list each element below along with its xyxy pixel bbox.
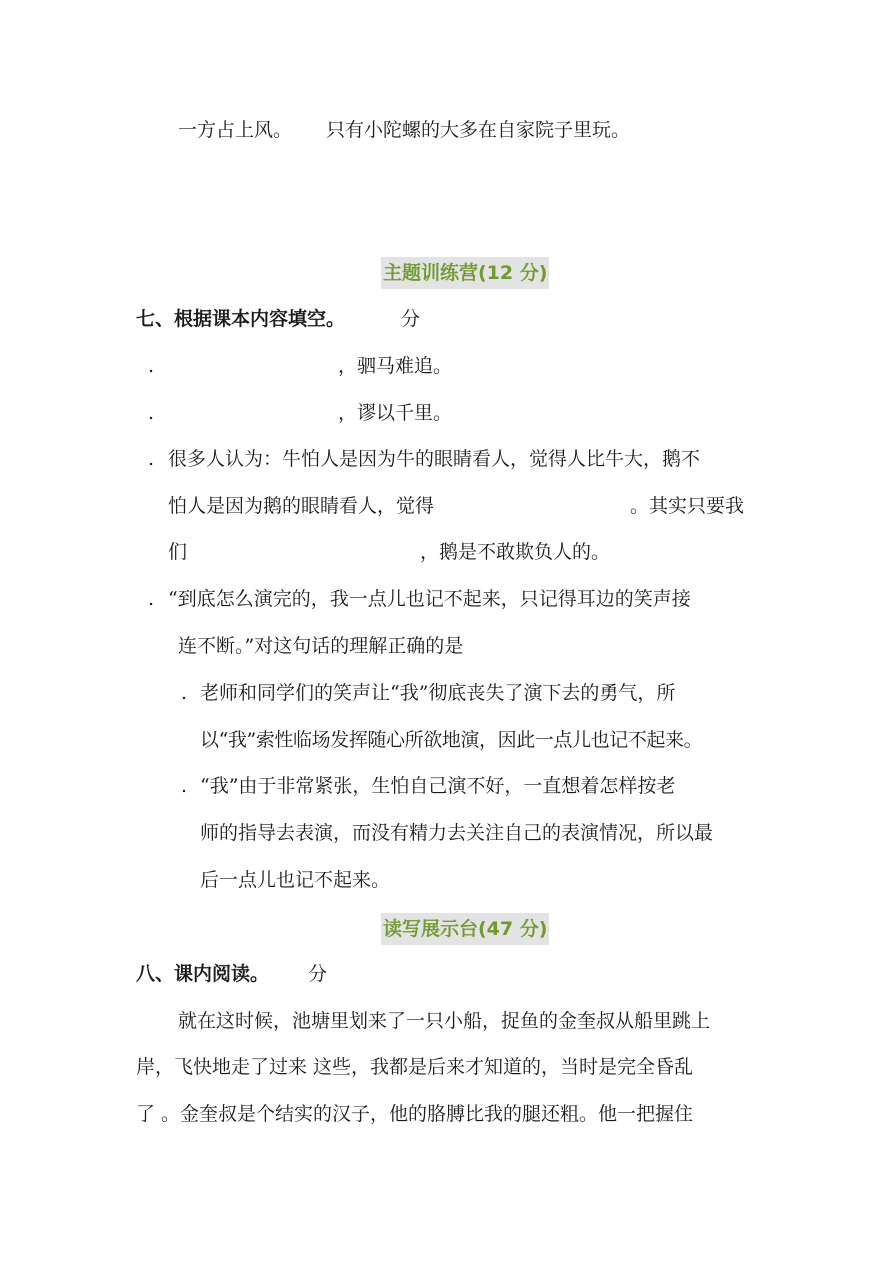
- q7-option-b-number: .: [181, 775, 188, 797]
- q7-item2-number: .: [148, 402, 155, 424]
- q7-item4-line2: 连不断。”对这句话的理解正确的是: [178, 635, 464, 657]
- q7-item3-line3a: 们: [168, 541, 188, 563]
- q7-item2-text: ，谬以千里。: [338, 402, 453, 424]
- q7-item4-number: .: [148, 588, 155, 610]
- q7-option-b-line1: “我”由于非常紧张，生怕自己演不好，一直想着怎样按老: [200, 775, 676, 797]
- q7-item3-number: .: [148, 448, 155, 470]
- reading-passage-line2: 岸，飞快地走了过来 这些，我都是后来才知道的，当时是完全昏乱: [136, 1056, 694, 1078]
- q7-item3-line3b: ，鹅是不敢欺负人的。: [420, 541, 611, 563]
- q7-item1-number: .: [148, 355, 155, 377]
- q7-item3-line1: 很多人认为：牛怕人是因为牛的眼睛看人，觉得人比牛大，鹅不: [168, 448, 701, 470]
- carry-over-left: 一方占上风。: [178, 119, 293, 141]
- carry-over-right: 只有小陀螺的大多在自家院子里玩。: [326, 119, 631, 141]
- q7-option-b-line3: 后一点儿也记不起来。: [200, 869, 391, 891]
- q7-option-a-line1: 老师和同学们的笑声让“我”彻底丧失了演下去的勇气，所: [200, 682, 676, 704]
- question-7-score-unit: 分: [401, 308, 421, 330]
- question-7-heading: 七、根据课本内容填空。: [136, 308, 346, 330]
- reading-passage-line1: 就在这时候，池塘里划来了一只小船，捉鱼的金奎叔从船里跳上: [178, 1010, 711, 1032]
- q7-item1-text: ，驷马难追。: [338, 355, 453, 377]
- q7-item3-line2b: 。其实只要我: [630, 495, 745, 517]
- question-8-score-unit: 分: [308, 963, 328, 985]
- question-8-heading: 八、课内阅读。: [136, 963, 270, 985]
- q7-option-a-line2: 以“我”索性临场发挥随心所欲地演，因此一点儿也记不起来。: [200, 729, 703, 751]
- q7-item3-line2a: 怕人是因为鹅的眼睛看人，觉得: [168, 495, 435, 517]
- section-banner-theme: 主题训练营(12 分): [381, 257, 549, 289]
- q7-option-b-line2: 师的指导去表演，而没有精力去关注自己的表演情况，所以最: [200, 822, 714, 844]
- q7-item4-line1: “到底怎么演完的，我一点儿也记不起来，只记得耳边的笑声接: [168, 588, 691, 610]
- section-banner-reading: 读写展示台(47 分): [381, 913, 549, 945]
- q7-option-a-number: .: [181, 682, 188, 704]
- reading-passage-line3: 了 。金奎叔是个结实的汉子，他的胳膊比我的腿还粗。他一把握住: [136, 1103, 694, 1125]
